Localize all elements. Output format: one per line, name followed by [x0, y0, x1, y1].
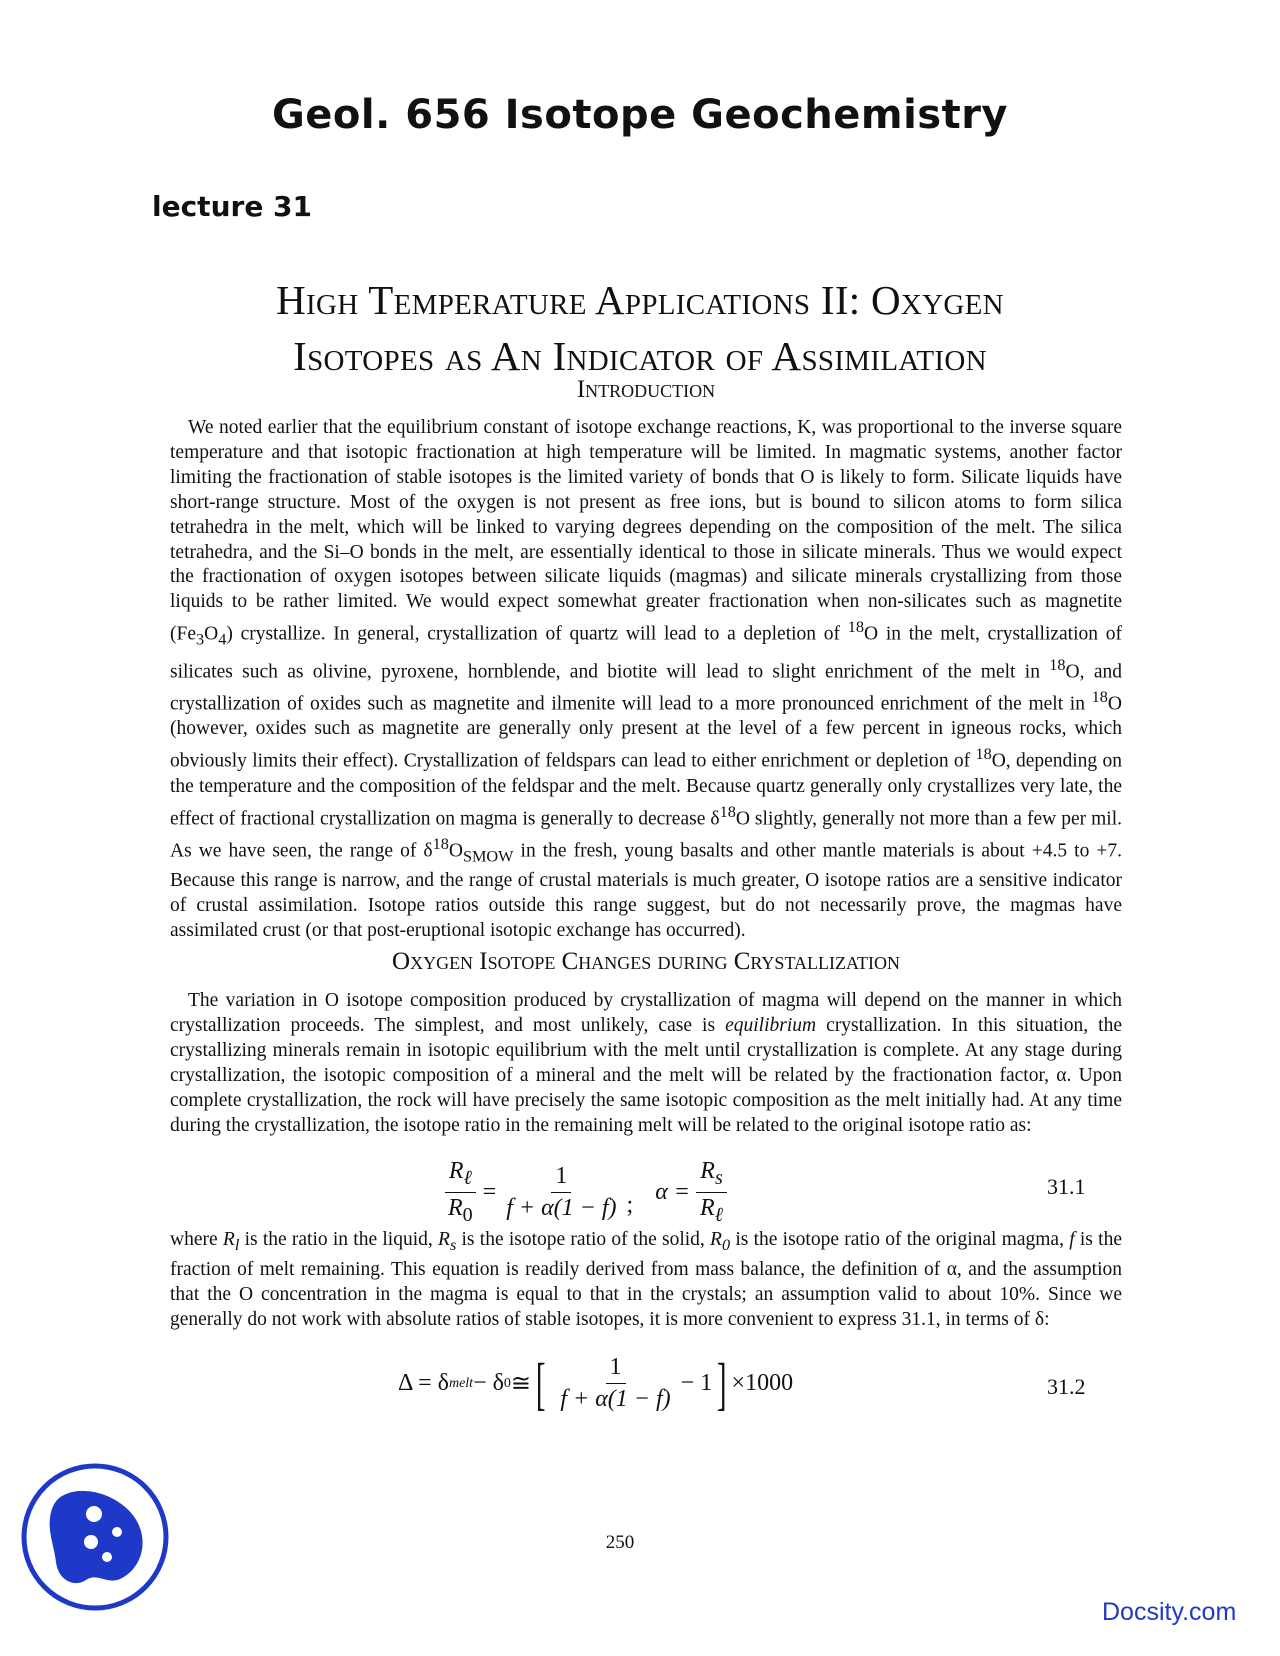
lecture-label: lecture 31	[152, 190, 313, 223]
alpha-fraction: $\frac{R_s}{R_\ell}$	[696, 1158, 727, 1227]
left-bracket: [	[535, 1350, 546, 1416]
delta-fraction: $\frac{1}{f + \alpha(1 - f)}$	[560, 1354, 671, 1412]
ratio-fraction: $\frac{R_\ell}{R_0}$	[444, 1158, 477, 1227]
equation-number-31-2: 31.2	[1047, 1374, 1086, 1399]
docsity-watermark[interactable]: Docsity.com	[1102, 1598, 1237, 1626]
main-heading	[140, 272, 1140, 384]
main-heading-line-1: High Temperature Applications II: Oxygen	[276, 277, 1004, 323]
section-heading-introduction: Introduction	[576, 376, 716, 403]
course-title: Geol. 656 Isotope Geochemistry	[271, 92, 1009, 138]
main-heading-line-2: Isotopes as An Indicator of Assimilation	[293, 333, 987, 379]
page-number: 250	[605, 1532, 635, 1553]
section-heading-crystallization: Oxygen Isotope Changes during Crystallization	[392, 948, 900, 975]
equation-31-1: $\frac{R_\ell}{R_0}$ = $\frac{1}{f + \alpha(1 - f)}$ ; α = $\frac{R_s}{R_\ell}$	[438, 1158, 733, 1227]
docsity-logo-icon	[20, 1462, 170, 1612]
equation-31-2: Δ = δ melt − δ 0 ≅ [ $\frac{1}{f + \alpha(1 - f)}$ − 1 ] ×1000	[398, 1350, 794, 1416]
introduction-paragraph: We noted earlier that the equilibrium constant of isotope exchange reactions, K, was proportional to the inverse square temperature and that isotopic fractionation at high temperature will be limited. In magmatic systems, another factor limiting the fractionation of stable isotopes is the limited variety of bonds that O is likely to form. Silicate liquids have short-range structure. Most of the oxygen is not present as free ions, but is bound to silicon atoms to form silica tetrahedra in the melt, which will be linked to varying degrees depending on the composition of the melt. The silica tetrahedra, and the Si–O bonds in the melt, are essentially identical to those in silicate minerals. Thus we would expect the fractionation of oxygen isotopes between silicate liquids (magmas) and silicate minerals crystallizing from those liquids to be rather limited. We would expect somewhat greater fractionation when non-silicates such as magnetite $(Fe_3O_4)$ crystallize. In general, crystallization of quartz will lead to a depletion of $^{18}$O in the melt, crystallization of silicates such as olivine, pyroxene, hornblende, and biotite will lead to slight enrichment of the melt in $^{18}$O, and crystallization of oxides such as magnetite and ilmenite will lead to a more pronounced enrichment of the melt in $^{18}$O (however, oxides such as magnetite are generally only present at the level of a few percent in igneous rocks, which obviously limits their effect). Crystallization of feldspars can lead to either enrichment or depletion of $^{18}$O, depending on the temperature and the composition of the feldspar and the melt. Because quartz generally only crystallizes very late, the effect of fractional crystallization on magma is generally to decrease $\delta^{18}O$ slightly, generally not more than a few per mil. As we have seen, the range of $\delta^{18}O_{SMOW}$ in the fresh, young basalts and other mantle materials is about +4.5 to +7. Because this range is narrow, and the range of crustal materials is much greater, O isotope ratios are a sensitive indicator of crustal assimilation. Isotope ratios outside this range suggest, but do not necessarily prove, the magmas have assimilated crust (or that post-eruptional isotopic exchange has occurred).	[170, 417, 1123, 942]
equation-explanation-paragraph: where $R_l$ is the ratio in the liquid, $R_s$ is the isotope ratio of the solid, $R_0$ is the isotope ratio of the original magma, f is the fraction of melt remaining. This equation is readily derived from mass balance, the definition of α, and the assumption that the O concentration in the magma is equal to that in the crystals; an assumption valid to about 10%. Since we generally do not work with absolute ratios of stable isotopes, it is more convenient to express 31.1, in terms of δ:	[170, 1229, 1122, 1330]
equation-number-31-1: 31.1	[1047, 1174, 1086, 1199]
right-bracket: ]	[717, 1350, 727, 1416]
fractionation-fraction: $\frac{1}{f + \alpha(1 - f)}$	[506, 1162, 617, 1221]
crystallization-paragraph: The variation in O isotope composition produced by crystallization of magma will depend on the manner in which crystallization proceeds. The simplest, and most unlikely, case is equilibrium crystallization. In this situation, the crystallizing minerals remain in isotopic equilibrium with the melt until crystallization is complete. At any stage during crystallization, the isotopic composition of a mineral and the melt will be related by the fractionation factor, α. Upon complete crystallization, the rock will have precisely the same isotopic composition as the melt initially had. At any time during the crystallization, the isotope ratio in the remaining melt will be related to the original isotope ratio as:	[170, 990, 1122, 1136]
